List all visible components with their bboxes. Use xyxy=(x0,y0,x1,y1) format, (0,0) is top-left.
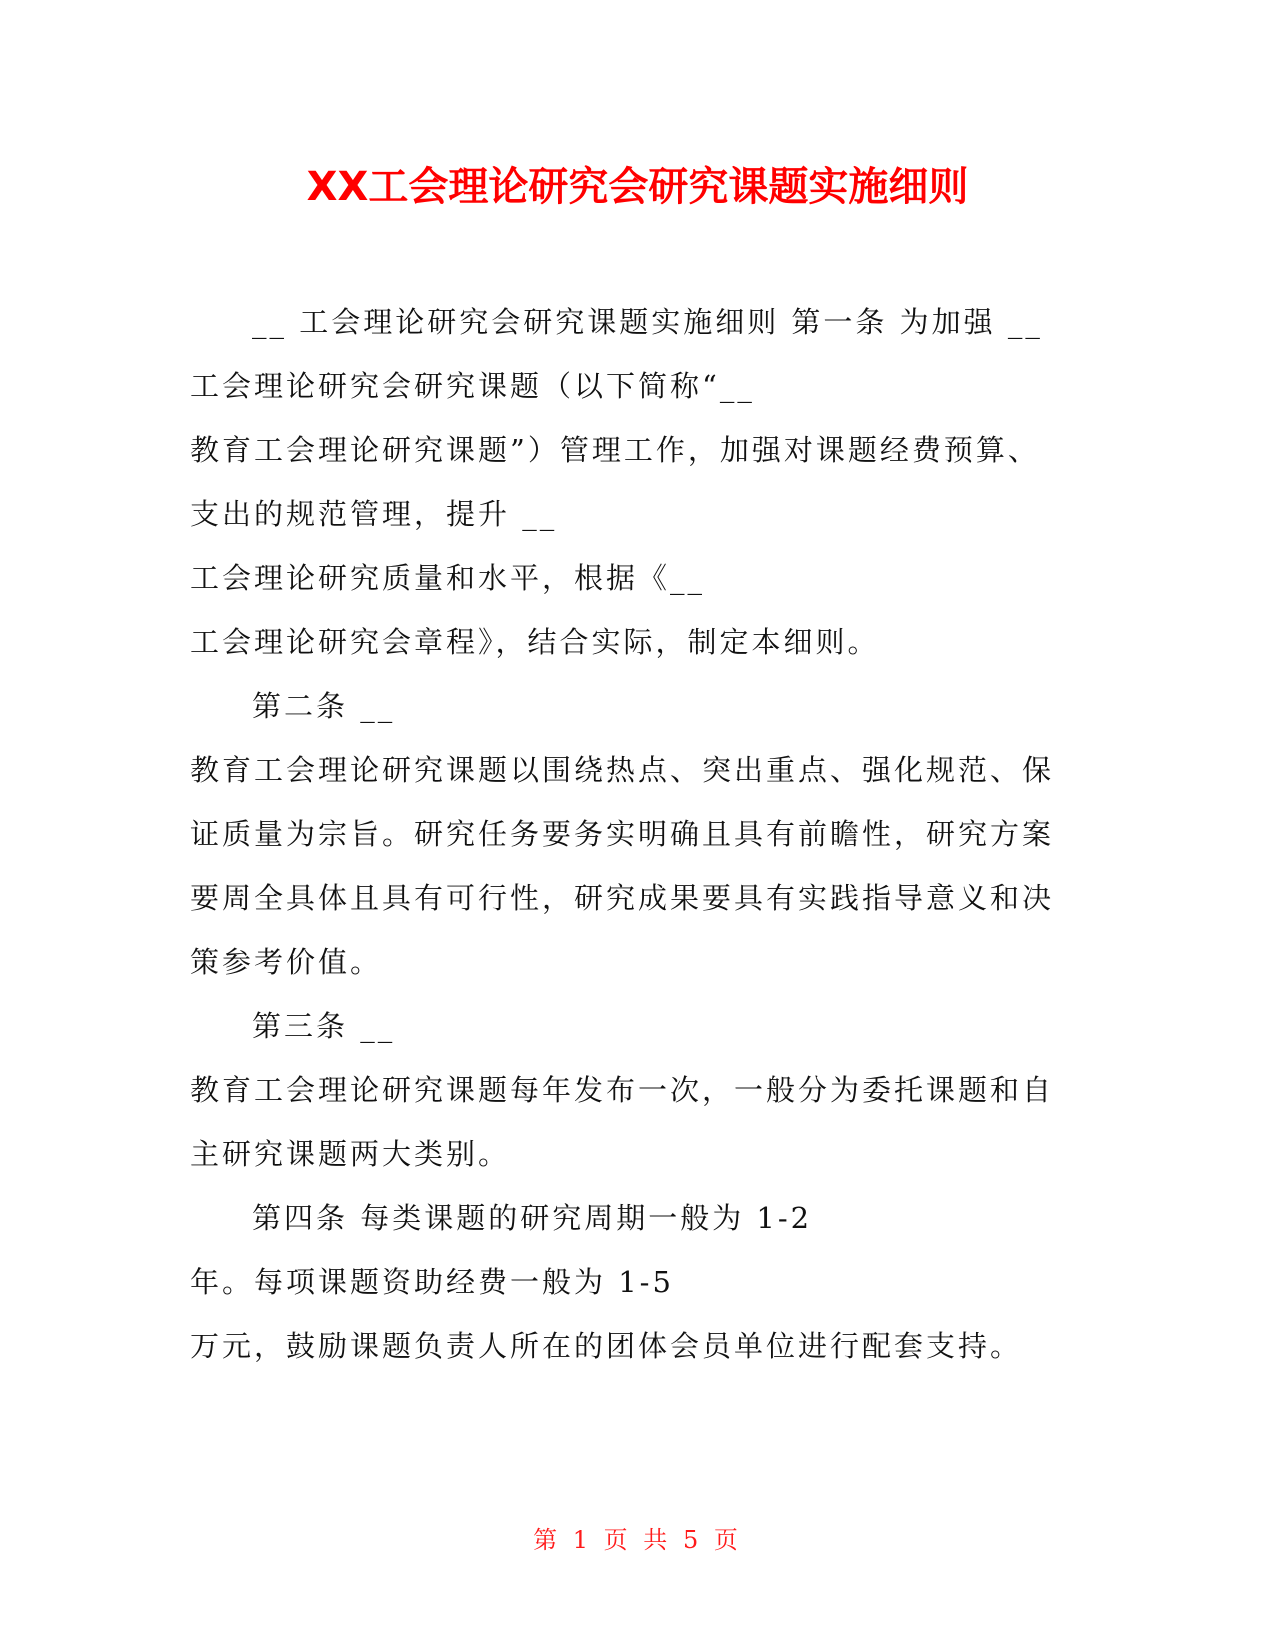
body-line: 万元，鼓励课题负责人所在的团体会员单位进行配套支持。 xyxy=(190,1329,1023,1363)
body-line: 教育工会理论研究课题”）管理工作，加强对课题经费预算、 xyxy=(190,433,1040,467)
body-line: 工会理论研究质量和水平，根据《__ xyxy=(190,561,706,595)
body-line: 工会理论研究会章程》，结合实际，制定本细则。 xyxy=(190,625,880,659)
article-heading: 第二条 __ xyxy=(252,689,396,723)
body-line: 主研究课题两大类别。 xyxy=(190,1137,511,1171)
body-line: 要周全具体且具有可行性，研究成果要具有实践指导意义和决 xyxy=(190,881,1055,915)
article-heading: 第三条 __ xyxy=(252,1009,396,1043)
body-line: 教育工会理论研究课题以围绕热点、突出重点、强化规范、保 xyxy=(190,753,1055,787)
page-number-footer: 第 1 页 共 5 页 xyxy=(533,1526,742,1554)
body-line: 策参考价值。 xyxy=(190,945,383,979)
body-line: 工会理论研究会研究课题（以下简称“__ xyxy=(190,369,755,403)
body-line: 年。每项课题资助经费一般为 1-5 xyxy=(190,1265,674,1299)
document-title: XX工会理论研究会研究课题实施细则 xyxy=(306,164,969,210)
body-line: 教育工会理论研究课题每年发布一次，一般分为委托课题和自 xyxy=(190,1073,1055,1107)
article-heading: 第四条 每类课题的研究周期一般为 1-2 xyxy=(252,1201,813,1235)
body-line: 证质量为宗旨。研究任务要务实明确且具有前瞻性，研究方案 xyxy=(190,817,1055,851)
body-line: __ 工会理论研究会研究课题实施细则 第一条 为加强 __ xyxy=(252,305,1043,339)
document-body xyxy=(190,290,1090,1378)
body-line: 支出的规范管理，提升 __ xyxy=(190,497,558,531)
